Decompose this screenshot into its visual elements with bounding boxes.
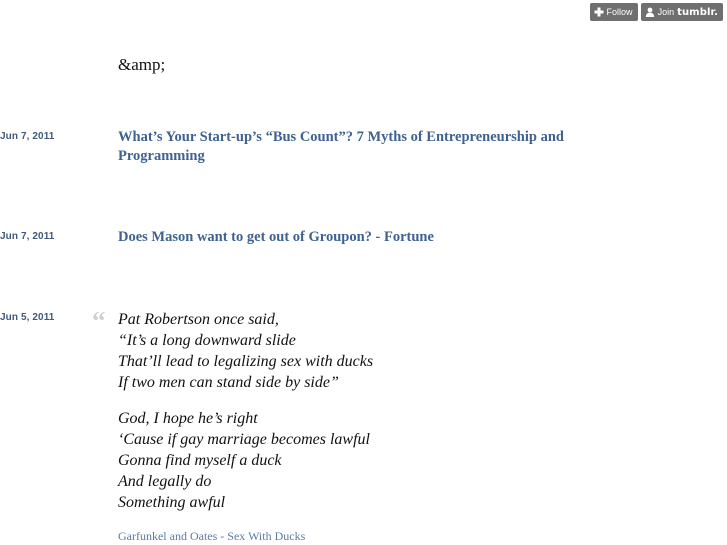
quote-line: Gonna find myself a duck [118, 452, 282, 469]
post-link-title[interactable]: What’s Your Start-up’s “Bus Count”? 7 Myths of Entrepreneurship and Programming [118, 129, 564, 164]
tumblr-logo: tumblr. [677, 6, 718, 18]
quote-source-link[interactable]: Garfunkel and Oates - Sex With Ducks [118, 529, 306, 543]
quote-line: Something awful [118, 494, 226, 511]
quote-line: ‘Cause if gay marriage becomes lawful [118, 431, 370, 448]
quote-line: “It’s a long downward slide [118, 332, 296, 349]
tumblr-controls [590, 3, 723, 21]
user-icon [645, 7, 655, 17]
follow-button[interactable] [590, 3, 638, 21]
post-link-title[interactable]: Does Mason want to get out of Groupon? - Fortune [118, 229, 434, 245]
quote-line: If two men can stand side by side” [118, 374, 339, 391]
post-date[interactable]: Jun 7, 2011 [0, 131, 55, 142]
quote-mark-icon: “ [92, 306, 106, 336]
quote-line: God, I hope he’s right [118, 410, 258, 427]
quote-line: And legally do [118, 473, 212, 490]
quote-line: That’ll lead to legalizing sex with ducks [118, 353, 374, 370]
quote-text [118, 309, 373, 513]
post-date[interactable]: Jun 7, 2011 [0, 231, 55, 242]
join-tumblr-button[interactable] [641, 3, 723, 21]
post-date[interactable]: Jun 5, 2011 [0, 312, 55, 323]
quote-line: Pat Robertson once said, [118, 311, 279, 328]
follow-label: Follow [606, 7, 633, 17]
plus-icon [594, 7, 604, 17]
join-label: Join [657, 7, 675, 17]
stanza-divider [118, 393, 373, 408]
blog-title[interactable]: &amp; [118, 55, 166, 74]
